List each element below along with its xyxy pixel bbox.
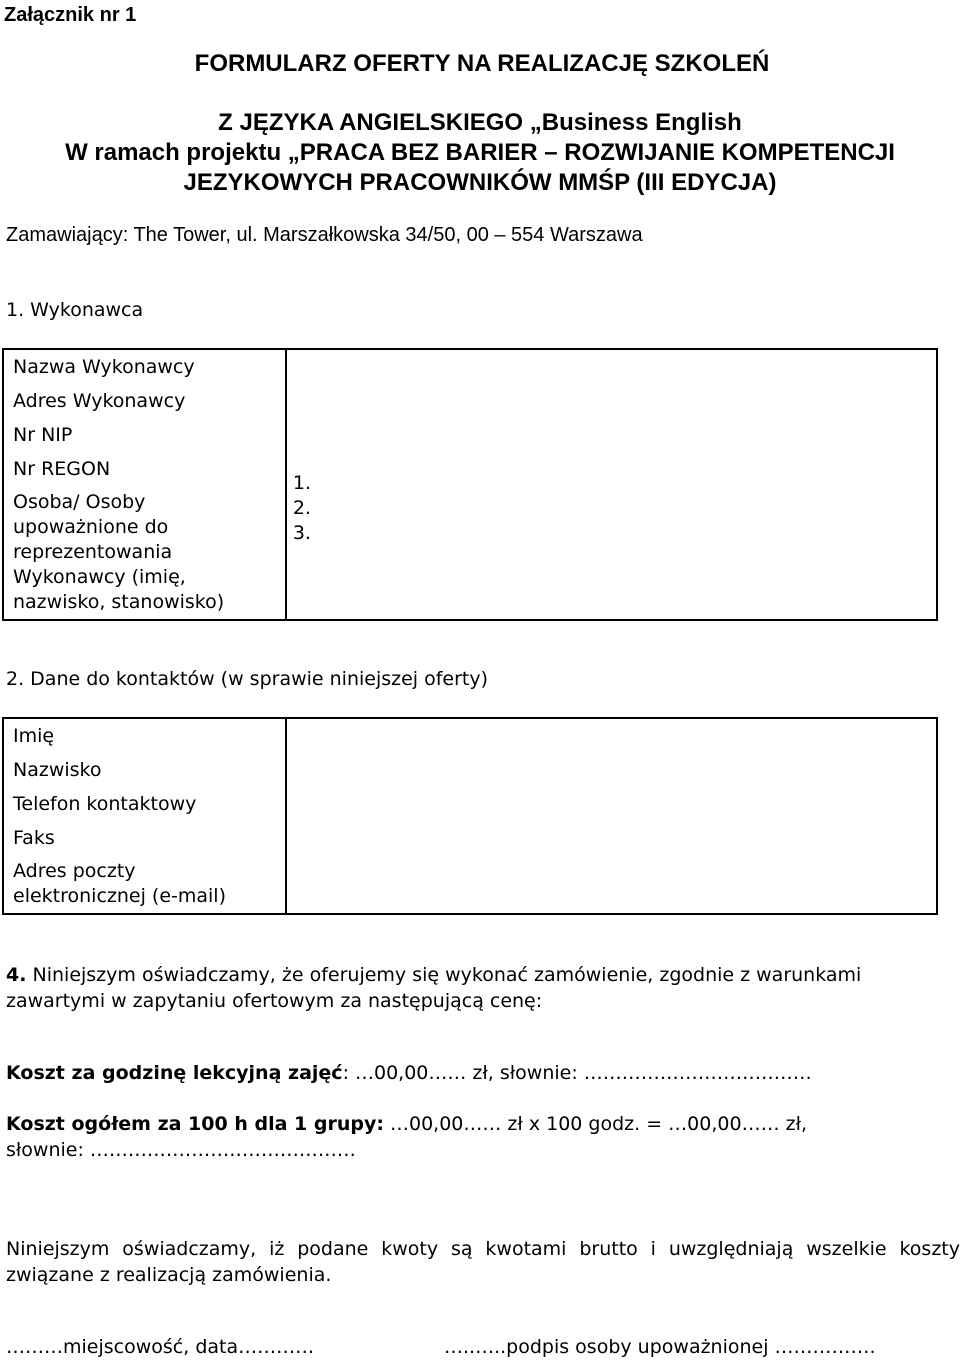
contractor-labels-cell [3, 349, 286, 620]
place-date-field[interactable]: ………miejscowość, data………… [6, 1336, 315, 1358]
row-label-name: Nazwa Wykonawcy [13, 356, 195, 378]
gross-declaration: Niniejszym oświadczamy, iż podane kwoty są kwotami brutto i uwzględniają wszelkie koszty związane z realizacją zamówienia. [6, 1238, 960, 1286]
rep-item-3: 3. [292, 522, 311, 544]
contractor-table [2, 348, 938, 621]
ordering-party: Zamawiający: The Tower, ul. Marszałkowska 34/50, 00 – 554 Warszawa [6, 224, 643, 246]
row-label-first-name: Imię [13, 725, 55, 747]
contact-table [2, 717, 938, 915]
subtitle-line-3: JEZYKOWYCH PRACOWNIKÓW MMŚP (III EDYCJA) [183, 169, 777, 196]
signature-field[interactable]: …..…..podpis osoby upoważnionej ……………. [444, 1336, 876, 1358]
row-label-regon: Nr REGON [13, 458, 111, 480]
contact-values-cell[interactable] [286, 718, 937, 914]
row-label-email: Adres poczty elektronicznej (e-mail) [13, 860, 226, 907]
row-label-address: Adres Wykonawcy [13, 390, 186, 412]
subtitle-line-2: W ramach projektu „PRACA BEZ BARIER – ROZWIJANIE KOMPETENCJI [65, 139, 895, 166]
form-title: FORMULARZ OFERTY NA REALIZACJĘ SZKOLEŃ [194, 50, 770, 77]
offer-statement-text: Niniejszym oświadczamy, że oferujemy się wykonać zamówienie, zgodnie z warunkami zawartymi w zapytaniu ofertowym za następującą cenę: [6, 964, 862, 1012]
total-cost-line [6, 1111, 956, 1163]
row-label-phone: Telefon kontaktowy [13, 793, 197, 815]
section-1-heading: 1. Wykonawca [6, 299, 144, 321]
rep-item-1: 1. [292, 472, 311, 494]
section-2-heading: 2. Dane do kontaktów (w sprawie niniejszej oferty) [6, 668, 489, 690]
total-cost-label: Koszt ogółem za 100 h dla 1 grupy: [6, 1113, 384, 1135]
total-cost-words[interactable]: słownie: …………………………………… [6, 1139, 356, 1161]
contact-labels-cell [3, 718, 286, 914]
annex-label: Załącznik nr 1 [4, 4, 137, 26]
offer-statement [6, 962, 960, 1014]
subtitle-line-1: Z JĘZYKA ANGIELSKIEGO „Business English [218, 109, 742, 136]
representatives-list [287, 466, 936, 546]
total-cost-value[interactable]: …00,00…… zł x 100 godz. = …00,00…… zł, [383, 1113, 808, 1135]
section-4-number: 4. [6, 964, 27, 986]
form-subtitle [0, 108, 960, 198]
row-label-last-name: Nazwisko [13, 759, 102, 781]
hour-cost-value[interactable]: : …00,00…… zł, słownie: ……………………………… [342, 1062, 812, 1084]
row-label-nip: Nr NIP [13, 424, 73, 446]
hour-cost-line [6, 1062, 812, 1084]
rep-item-2: 2. [292, 497, 311, 519]
row-label-representatives: Osoba/ Osoby upoważnione do reprezentowania Wykonawcy (imię, nazwisko, stanowisko) [13, 491, 225, 613]
hour-cost-label: Koszt za godzinę lekcyjną zajęć [6, 1062, 343, 1084]
row-label-fax: Faks [13, 827, 55, 849]
contractor-values-cell[interactable] [286, 349, 937, 620]
